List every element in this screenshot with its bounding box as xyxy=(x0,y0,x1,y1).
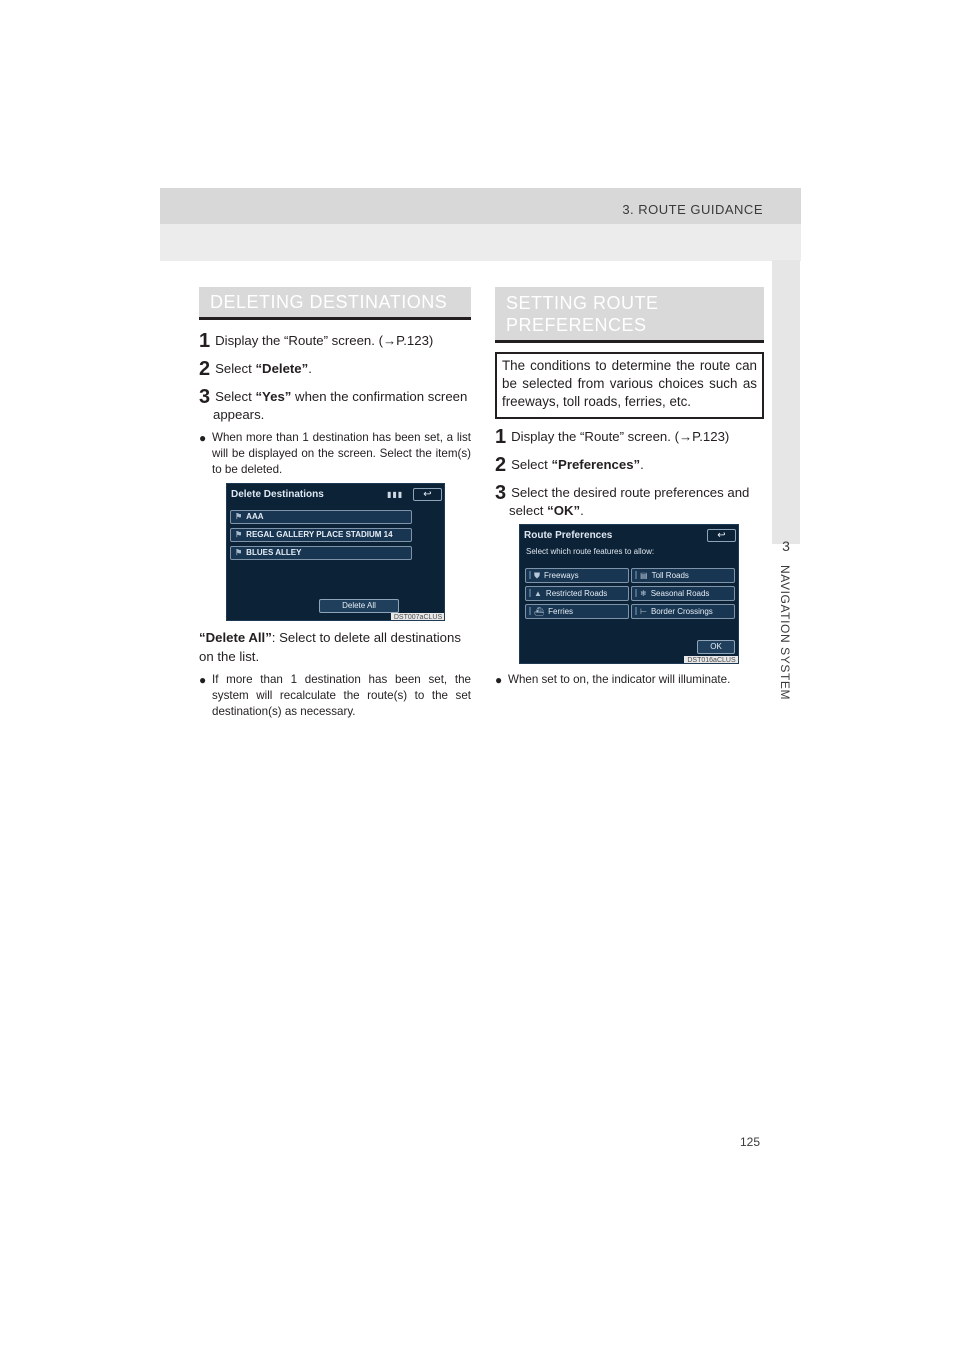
step-emphasis: “Delete” xyxy=(255,361,309,376)
step-number: 1 xyxy=(495,426,507,448)
back-button[interactable]: ↩ xyxy=(707,529,736,542)
right-step-1 xyxy=(495,428,764,446)
step-text: Select the desired route preferences and select xyxy=(509,485,750,518)
delete-destinations-screen xyxy=(226,483,445,621)
shield-icon: ⛊ xyxy=(534,571,540,580)
option-label: Restricted Roads xyxy=(545,589,608,598)
freeways-option[interactable] xyxy=(525,568,629,583)
step-number: 1 xyxy=(199,330,211,352)
intro-box: The conditions to determine the route can be selected from various choices such as freeways, toll roads, ferries, etc. xyxy=(495,352,764,419)
step-number: 3 xyxy=(199,386,211,408)
header-strip xyxy=(160,188,801,224)
step-text-end: . xyxy=(308,361,312,376)
step-text-end: . xyxy=(640,457,644,472)
route-preferences-screen xyxy=(519,524,739,664)
right-bullet-1 xyxy=(495,672,764,688)
indicator-light xyxy=(635,607,637,615)
option-label: Ferries xyxy=(548,607,574,616)
step-emphasis: “Preferences” xyxy=(551,457,641,472)
step-text: Select xyxy=(511,457,552,472)
flag-icon: ⚑ xyxy=(235,548,243,557)
destination-row[interactable] xyxy=(230,528,412,542)
back-button[interactable]: ↩ xyxy=(413,488,442,501)
delete-all-term: “Delete All” xyxy=(199,630,272,645)
delete-all-button[interactable]: Delete All xyxy=(319,599,399,613)
signal-status-icon: ▮▮▮ xyxy=(387,490,404,499)
indicator-light xyxy=(529,607,531,615)
seasonal-roads-option[interactable] xyxy=(631,586,735,601)
destination-label: BLUES ALLEY xyxy=(246,548,302,557)
step-emphasis: “Yes” xyxy=(255,389,292,404)
ferry-icon: ⛴ xyxy=(534,607,545,616)
flag-icon: ⚑ xyxy=(235,512,243,521)
step-text: Display the “Route” screen. (→P.123) xyxy=(215,333,434,348)
option-label: Toll Roads xyxy=(651,571,689,580)
chapter-label: NAVIGATION SYSTEM xyxy=(778,565,792,701)
option-label: Freeways xyxy=(544,571,579,580)
chapter-number: 3 xyxy=(782,538,790,554)
bullet-dot: ● xyxy=(199,431,207,445)
screen-subtitle: Select which route features to allow: xyxy=(526,547,655,556)
ferries-option[interactable] xyxy=(525,604,629,619)
indicator-light xyxy=(529,571,531,579)
page-number: 125 xyxy=(740,1135,761,1149)
left-step-1 xyxy=(199,332,471,350)
screen-title: Route Preferences xyxy=(524,530,613,541)
step-text: Select xyxy=(215,389,256,404)
toll-roads-option[interactable] xyxy=(631,568,735,583)
ok-button[interactable]: OK xyxy=(697,640,735,654)
border-crossing-icon: ⊢ xyxy=(640,607,647,616)
seasonal-road-icon: ❄ xyxy=(640,589,647,598)
restricted-road-icon: ▲ xyxy=(534,589,542,598)
option-label: Border Crossings xyxy=(650,607,713,616)
bullet-text: If more than 1 destination has been set, the system will recalculate the route(s) to the set destination(s) as necessary. xyxy=(212,673,471,718)
destination-row[interactable] xyxy=(230,546,412,560)
page-header xyxy=(160,188,801,261)
screen-title: Delete Destinations xyxy=(231,489,324,500)
step-text-end: when the confirmation screen appears. xyxy=(213,389,468,422)
indicator-light xyxy=(635,571,637,579)
restricted-roads-option[interactable] xyxy=(525,586,629,601)
step-emphasis: “OK” xyxy=(547,503,581,518)
bullet-text: When more than 1 destination has been set, a list will be displayed on the screen. Select the item(s) to be deleted. xyxy=(212,431,471,476)
step-text: Select xyxy=(215,361,256,376)
delete-all-description xyxy=(199,628,471,666)
screen-caption: DST007aCLUS xyxy=(391,613,445,621)
step-text: Display the “Route” screen. (→P.123) xyxy=(511,429,730,444)
chapter-tab xyxy=(772,260,800,705)
setting-route-preferences-heading xyxy=(495,287,764,343)
left-step-2 xyxy=(199,360,471,378)
heading-line-2: PREFERENCES xyxy=(506,315,647,335)
indicator-light xyxy=(635,589,637,597)
destination-label: AAA xyxy=(246,512,264,521)
step-number: 2 xyxy=(495,454,507,476)
step-number: 3 xyxy=(495,482,507,504)
destination-label: REGAL GALLERY PLACE STADIUM 14 xyxy=(246,530,393,539)
heading-line-1: SETTING ROUTE xyxy=(506,293,659,313)
section-title: 3. ROUTE GUIDANCE xyxy=(622,202,763,217)
bullet-dot: ● xyxy=(199,673,207,687)
right-step-2 xyxy=(495,456,764,474)
left-bullet-1 xyxy=(199,430,471,478)
destination-row[interactable] xyxy=(230,510,412,524)
flag-icon: ⚑ xyxy=(235,530,243,539)
bullet-dot: ● xyxy=(495,673,503,687)
delete-all-text: : Select to delete all destinations on the list. xyxy=(199,630,461,664)
screen-caption: DST016aCLUS xyxy=(684,656,739,664)
bullet-text: When set to on, the indicator will illuminate. xyxy=(508,673,731,686)
left-step-3 xyxy=(199,388,471,424)
left-bullet-2 xyxy=(199,672,471,720)
deleting-destinations-heading: DELETING DESTINATIONS xyxy=(199,287,471,320)
border-crossings-option[interactable] xyxy=(631,604,735,619)
right-step-3 xyxy=(495,484,764,520)
toll-booth-icon: ▤ xyxy=(640,571,648,580)
step-number: 2 xyxy=(199,358,211,380)
option-label: Seasonal Roads xyxy=(650,589,710,598)
chapter-tab-box xyxy=(772,260,800,544)
step-text-end: . xyxy=(580,503,584,518)
indicator-light xyxy=(529,589,531,597)
